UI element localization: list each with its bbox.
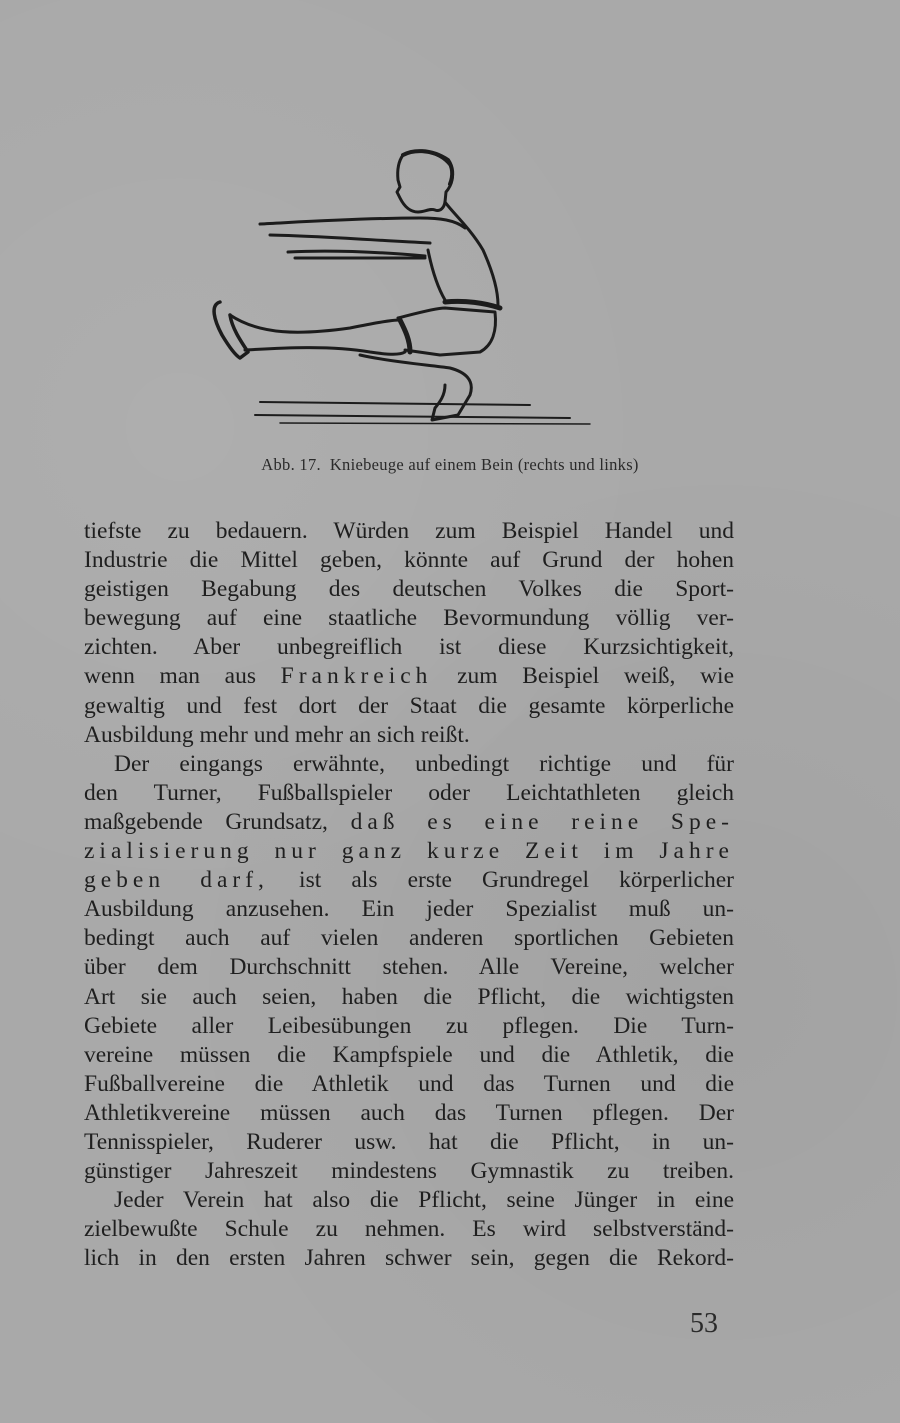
text-line: Jeder Verein hat also die Pflicht, seine Jünger in eine <box>114 1187 734 1214</box>
text-segment: ist als erste Grundregel körperlicher <box>268 867 734 894</box>
text-line: Der eingangs erwähnte, unbedingt richtige und für <box>114 750 734 777</box>
shorts-hem <box>400 320 410 352</box>
emphasis-frankreich: Frankreich <box>280 663 433 690</box>
text-line: den Turner, Fußballspieler oder Leichtathleten gleich <box>84 779 734 806</box>
text-line: zielbewußte Schule zu nehmen. Es wird selbstverständ- <box>84 1216 734 1243</box>
text-line-with-emphasis <box>84 662 734 691</box>
extended-leg-top <box>230 315 400 332</box>
text-line: geistigen Begabung des deutschen Volkes die Sport- <box>84 576 734 603</box>
emphasis-segment: geben darf, <box>84 867 269 894</box>
text-line-with-emphasis <box>84 808 734 837</box>
text-line: über dem Durchschnitt stehen. Alle Vereine, welcher <box>84 954 734 981</box>
text-line: Art sie auch seien, haben die Pflicht, die wichtigsten <box>84 983 734 1010</box>
extended-foot <box>214 302 248 358</box>
squat-figure-drawing <box>200 140 600 430</box>
ground-line-1 <box>260 402 530 405</box>
emphasis-line: zialisierung nur ganz kurze Zeit im Jahre <box>84 838 734 865</box>
body-text <box>84 517 734 1273</box>
text-line: Athletikvereine müssen auch das Turnen pflegen. Der <box>84 1099 734 1126</box>
hair <box>403 151 452 184</box>
text-line: Ausbildung mehr und mehr an sich reißt. <box>84 721 470 748</box>
text-line: bewegung auf eine staatliche Bevormundung völlig ver- <box>84 605 734 632</box>
text-line: Industrie die Mittel geben, könnte auf Grund der hohen <box>84 547 734 574</box>
squat-leg <box>360 355 471 420</box>
ground-line-2 <box>255 415 570 418</box>
text-line: zichten. Aber unbegreiflich ist diese Kurzsichtigkeit, <box>84 634 734 661</box>
text-line: Tennisspieler, Ruderer usw. hat die Pflicht, in un- <box>84 1128 734 1155</box>
emphasis-segment: daß es eine reine Spe- <box>350 808 734 835</box>
figure-label: Abb. 17. <box>261 455 321 474</box>
upper-arm-lower <box>270 235 430 243</box>
shorts <box>398 308 495 355</box>
figure-illustration <box>200 140 600 430</box>
text-line: bedingt auch auf vielen anderen sportlichen Gebieten <box>84 925 734 952</box>
extended-leg-bottom <box>245 348 405 355</box>
upper-arm <box>260 218 465 228</box>
lower-arm <box>288 251 425 256</box>
torso-front <box>428 250 445 300</box>
page-number: 53 <box>690 1308 718 1339</box>
text-segment: wenn man aus <box>84 663 281 690</box>
text-line: Fußballvereine die Athletik und das Turnen und die <box>84 1070 734 1097</box>
text-line-with-emphasis <box>84 866 734 895</box>
ground-line-3 <box>280 423 590 424</box>
text-line: lich in den ersten Jahren schwer sein, gegen die Rekord- <box>84 1245 734 1272</box>
text-line: tiefste zu bedauern. Würden zum Beispiel Handel und <box>84 518 734 544</box>
back-line <box>445 202 498 305</box>
figure-caption-text: Kniebeuge auf einem Bein (rechts und links) <box>329 455 639 474</box>
text-line: Gebiete aller Leibesübungen zu pflegen. Die Turn- <box>84 1012 734 1039</box>
text-line: Ausbildung anzusehen. Ein jeder Spezialist muß un- <box>84 896 734 923</box>
text-segment: maßgebende Grundsatz, <box>84 808 351 835</box>
figure-caption <box>0 455 900 475</box>
text-line: günstiger Jahreszeit mindestens Gymnastik zu treiben. <box>84 1158 734 1185</box>
shorts-waistband <box>445 301 500 308</box>
text-segment: zum Beispiel weiß, wie <box>432 663 734 690</box>
text-line: vereine müssen die Kampfspiele und die Athletik, die <box>84 1041 734 1068</box>
text-line: gewaltig und fest dort der Staat die gesamte körperliche <box>84 692 734 719</box>
